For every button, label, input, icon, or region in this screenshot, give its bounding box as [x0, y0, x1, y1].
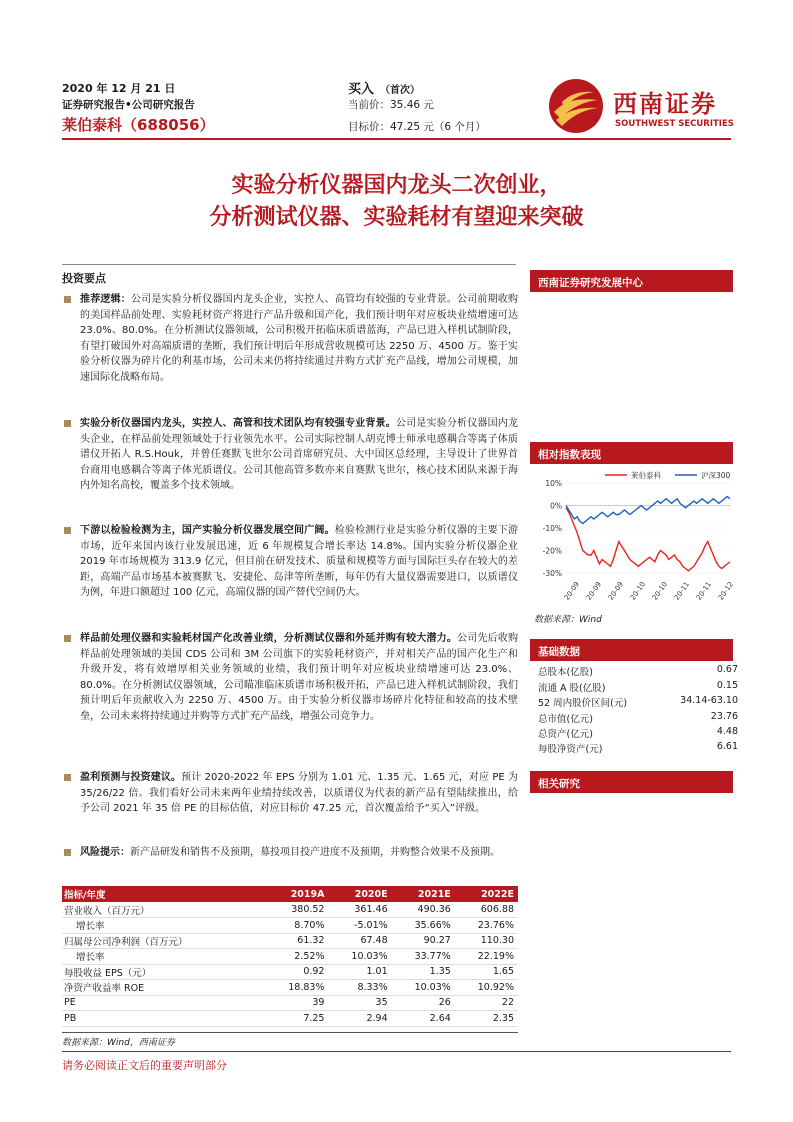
table-row-label: 营业收入（百万元）	[62, 902, 265, 918]
logo-icon	[548, 78, 604, 134]
bullet-body: 公司是实验分析仪器国内龙头企业，在样品前处理领域处于行业领先水平。公司实际控制人胡克博士师承电感耦合等离子体质谱仪开拓人 R.S.Houk，并曾任赛默飞世尔公司首席研究员、大中国区总经理，主导设计了世界首台商用电感耦合等离子体光质谱仪。公司其他高管多数亦来自赛默飞世尔，核心技术团队来源于海内外知名高校，覆盖多个技术领域。	[80, 418, 519, 492]
table-cell: 2.52%	[265, 949, 328, 965]
table-cell: 90.27	[392, 933, 455, 949]
table-cell: 26	[392, 995, 455, 1011]
chart-source: 数据来源：Wind	[534, 615, 602, 625]
legend-label: 莱伯泰科	[631, 471, 661, 480]
basic-data-row	[538, 741, 738, 756]
bullet-lead: 下游以检验检测为主，国产实验分析仪器发展空间广阔。	[80, 525, 335, 536]
bullet-icon	[64, 635, 71, 642]
table-cell: 10.03%	[392, 980, 455, 996]
basic-data-row	[538, 726, 738, 741]
table-header-cell: 指标/年度	[62, 886, 265, 902]
bullet-lead: 实验分析仪器国内龙头，实控人、高管和技术团队均有较强专业背景。	[80, 418, 396, 429]
y-tick-label: -10%	[542, 524, 562, 533]
bullet-item	[62, 631, 518, 725]
table-cell: 7.25	[265, 1011, 328, 1027]
bullet-body: 新产品研发和销售不及预期，募投项目投产进度不及预期，并购整合效果不及预期。	[130, 847, 500, 858]
table-cell: 39	[265, 995, 328, 1011]
table-row-label: 净资产收益率 ROE	[62, 980, 265, 996]
table-row-label: PB	[62, 1011, 265, 1027]
basic-data-key: 每股净资产(元)	[538, 744, 603, 755]
bullet-icon	[64, 774, 71, 781]
table-cell: 2.35	[455, 1011, 518, 1027]
basic-data-key: 总资产(亿元)	[538, 729, 593, 740]
table-cell: 10.92%	[455, 980, 518, 996]
table-row-label: PE	[62, 995, 265, 1011]
footer-disclaimer: 请务必阅读正文后的重要声明部分	[62, 1059, 227, 1072]
bullet-lead: 推荐逻辑：	[80, 294, 131, 305]
bullet-body: 检验检测行业是实验分析仪器的主要下游市场，近年来国内该行业发展迅速，近 6 年规模复合增长率达 14.8%。国内实验分析仪器企业 2019 年市场规模为 313.9 亿元，但目前在研发技术、质量和规模等方面与国际巨头存在较大的差距，高端产品市场基本被赛默飞、安捷伦、岛津等所垄断，每年仍有大量仪器需要进口，以质谱仪为例，年进口额超过 100 亿元，高端仪器的国产替代空间仍大。	[80, 525, 519, 599]
index-performance-header: 相对指数表现	[530, 442, 733, 464]
x-tick-label: 20-09	[562, 580, 582, 602]
bullet-icon	[64, 420, 71, 427]
basic-data-value: 6.61	[716, 741, 738, 752]
table-row-label: 增长率	[62, 949, 265, 965]
rating-note: （首次）	[380, 85, 421, 96]
basic-data-key: 总股本(亿股)	[538, 667, 593, 678]
bullet-item	[62, 770, 518, 817]
y-tick-label: -30%	[542, 569, 562, 578]
table-cell: 67.48	[328, 933, 391, 949]
y-tick-label: -20%	[542, 546, 562, 556]
bullet-lead: 盈利预测与投资建议。	[80, 772, 182, 783]
table-cell: 361.46	[328, 902, 391, 918]
basic-data-key: 流通 A 股(亿股)	[538, 683, 606, 694]
basic-data-value: 23.76	[710, 711, 738, 722]
logo-text-cn: 西南证券	[613, 90, 717, 118]
table-cell: 22.19%	[455, 949, 518, 965]
bullet-item	[62, 292, 518, 386]
basic-data-row	[538, 711, 738, 726]
table-header-cell: 2021E	[392, 886, 455, 902]
table-cell: -5.01%	[328, 918, 391, 934]
report-date: 2020 年 12 月 21 日	[62, 82, 176, 95]
rating	[348, 78, 420, 97]
table-cell: 8.70%	[265, 918, 328, 934]
basic-data-row	[538, 695, 738, 710]
table-cell: 10.03%	[328, 949, 391, 965]
table-row-label: 归属母公司净利润（百万元）	[62, 933, 265, 949]
table-cell: 0.92	[265, 964, 328, 980]
logo-text-en: SOUTHWEST SECURITIES	[615, 119, 734, 129]
table-cell: 61.32	[265, 933, 328, 949]
x-tick-label: 20-12	[716, 580, 735, 602]
relative-index-chart	[530, 465, 735, 610]
table-row	[62, 1011, 518, 1027]
table-cell: 35.66%	[392, 918, 455, 934]
bullet-lead: 样品前处理仪器和实验耗材国产化改善业绩，分析测试仪器和外延并购有较大潜力。	[80, 633, 458, 644]
table-row	[62, 933, 518, 949]
table-row	[62, 995, 518, 1011]
table-cell: 490.36	[392, 902, 455, 918]
table-row-label: 每股收益 EPS（元）	[62, 964, 265, 980]
bullet-lead: 风险提示：	[80, 847, 130, 858]
footer-rule	[62, 1051, 731, 1052]
table-cell: 18.83%	[265, 980, 328, 996]
x-tick-label: 20-11	[694, 580, 714, 602]
bullet-icon	[64, 849, 71, 856]
section-rule	[62, 264, 516, 265]
table-cell: 1.01	[328, 964, 391, 980]
current-price: 当前价：35.46 元	[348, 99, 434, 111]
report-title-line1: 实验分析仪器国内龙头二次创业，	[231, 173, 562, 198]
table-header-cell: 2020E	[328, 886, 391, 902]
x-tick-label: 20-11	[672, 580, 692, 602]
y-tick-label: 10%	[545, 479, 562, 488]
table-row	[62, 980, 518, 996]
series-line-index	[566, 497, 730, 524]
y-tick-label: 0%	[550, 501, 562, 511]
x-tick-label: 20-10	[650, 580, 670, 602]
table-header-row	[62, 886, 518, 902]
basic-data-key: 52 周内股价区间(元)	[538, 698, 628, 709]
table-cell: 380.52	[265, 902, 328, 918]
section-label: 投资要点	[62, 272, 106, 285]
table-cell: 23.76%	[455, 918, 518, 934]
table-rule	[62, 1032, 518, 1033]
table-cell: 2.64	[392, 1011, 455, 1027]
header-rule	[62, 138, 731, 140]
table-cell: 22	[455, 995, 518, 1011]
rating-value: 买入	[348, 82, 375, 97]
target-price: 目标价：47.25 元（6 个月）	[348, 121, 486, 133]
table-cell: 33.77%	[392, 949, 455, 965]
basic-data-value: 0.15	[716, 680, 738, 691]
related-research-header: 相关研究	[530, 771, 733, 793]
table-cell: 1.65	[455, 964, 518, 980]
table-cell: 2.94	[328, 1011, 391, 1027]
report-type: 证券研究报告•公司研究报告	[62, 99, 195, 111]
x-tick-label: 20-09	[606, 580, 626, 602]
basic-data-value: 4.48	[716, 726, 738, 737]
table-cell: 110.30	[455, 933, 518, 949]
table-row	[62, 949, 518, 965]
table-cell: 8.33%	[328, 980, 391, 996]
research-center-header: 西南证券研究发展中心	[530, 270, 733, 292]
table-cell: 35	[328, 995, 391, 1011]
x-tick-label: 20-10	[628, 580, 648, 602]
table-cell: 606.88	[455, 902, 518, 918]
basic-data-value: 34.14-63.10	[680, 695, 738, 706]
table-row	[62, 902, 518, 918]
basic-data-value: 0.67	[716, 664, 738, 675]
financial-table	[62, 886, 518, 1027]
table-row	[62, 918, 518, 934]
table-row	[62, 964, 518, 980]
table-header-cell: 2019A	[265, 886, 328, 902]
basic-data-key: 总市值(亿元)	[538, 714, 593, 725]
bullet-item	[62, 523, 518, 601]
company-name: 莱伯泰科（688056）	[62, 116, 215, 134]
bullet-item	[62, 845, 518, 861]
report-title-line2: 分析测试仪器、实验耗材有望迎来突破	[209, 205, 584, 230]
bullet-body: 公司是实验分析仪器国内龙头企业，实控人、高管均有较强的专业背景。公司前期收购的美国样品前处理、实验耗材资产将进行产品升级和国产化，我们预计明年对应板块业绩增速可达 23.0%、80.0%。在分析测试仪器领域，公司积极开拓临床质谱蓝海，产品已进入样机试制阶段，有望打破国外对高端质谱的垄断，我们预计明后年形成营收规模可达 2250 万、4500 万。鉴于实验分析仪器为碎片化的利基市场，公司未来仍将持续通过并购方式扩充产品线，增加公司规模，加速国际化战略布局。	[80, 294, 519, 383]
basic-data-header: 基础数据	[530, 639, 733, 661]
basic-data-row	[538, 680, 738, 695]
bullet-body: 公司先后收购样品前处理领域的美国 CDS 公司和 3M 公司旗下的实验耗材资产，并对相关产品的国产化生产和升级开发，将有效增厚相关业务领域的业绩，我们预计明年对应板块业绩增速可达 23.0%、80.0%。在分析测试仪器领域，公司瞄准临床质谱市场积极开拓，产品已进入样机试制阶段，我们预计明后年贡献收入为 2250 万、4500 万。由于实验分析仪器市场碎片化特征和较高的技术壁垒，公司未来将持续通过并购等方式扩充产品线，增强公司竞争力。	[80, 633, 519, 722]
table-row-label: 增长率	[62, 918, 265, 934]
bullet-icon	[64, 296, 71, 303]
table-cell: 1.35	[392, 964, 455, 980]
table-source: 数据来源：Wind，西南证券	[62, 1038, 175, 1048]
legend-label: 沪深300	[701, 471, 731, 480]
table-header-cell: 2022E	[455, 886, 518, 902]
bullet-body: 预计 2020-2022 年 EPS 分别为 1.01 元、1.35 元、1.65 元，对应 PE 为 35/26/22 倍。我们看好公司未来两年业绩持续改善，以质谱仪为代表的新产品有望陆续推出，给予公司 2021 年 35 倍 PE 的目标估值，对应目标价 47.25 元，首次覆盖给予“买入”评级。	[80, 772, 519, 815]
x-tick-label: 20-09	[584, 580, 604, 602]
bullet-icon	[64, 527, 71, 534]
bullet-item	[62, 416, 518, 494]
basic-data-row	[538, 664, 738, 679]
